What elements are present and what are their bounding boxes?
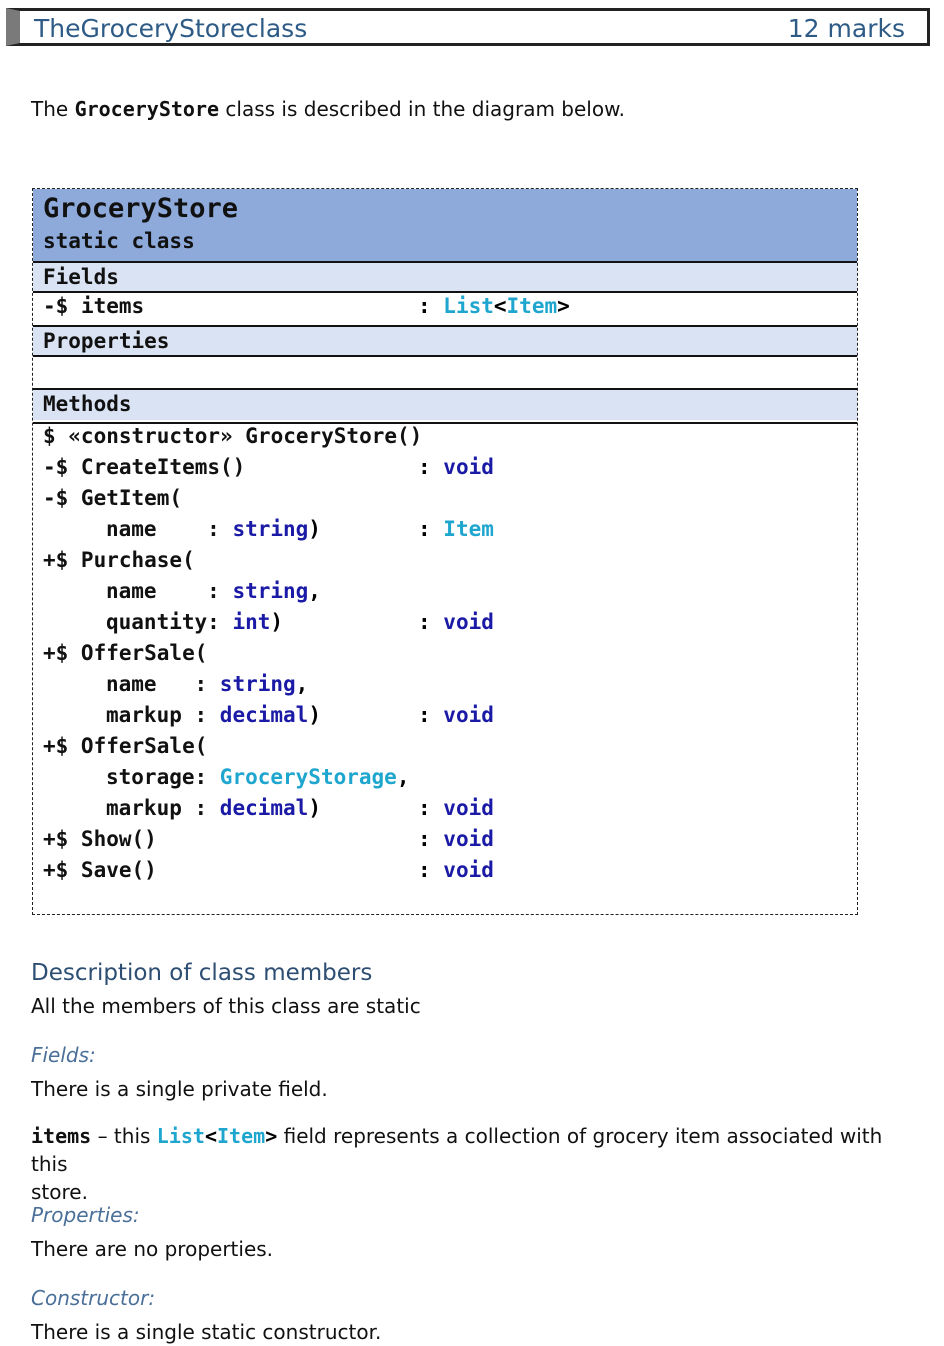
uml-properties-label: Properties <box>43 329 170 353</box>
uml-method-getitem: -$ GetItem( <box>43 486 183 510</box>
uml-method-offersale-storage: +$ OfferSale( <box>43 734 208 758</box>
description-heading: Description of class members <box>31 960 373 986</box>
intro-class-name: GroceryStore <box>74 97 220 121</box>
intro-pre: The <box>31 97 75 121</box>
uml-param: name : string, <box>106 579 321 603</box>
uml-title-block <box>33 189 857 261</box>
uml-return-type: : Item <box>418 517 494 541</box>
all-static-text: All the members of this class are static <box>31 994 421 1018</box>
uml-fields-section <box>33 261 857 293</box>
uml-properties-section <box>33 325 857 357</box>
uml-methods-section <box>33 388 857 420</box>
uml-param: markup : decimal) <box>106 703 321 727</box>
fields-text: There is a single private field. <box>31 1077 328 1101</box>
marks-label: 12 marks <box>787 14 905 43</box>
uml-method-constructor: $ «constructor» GroceryStore() <box>43 424 423 448</box>
uml-param: storage: GroceryStorage, <box>106 765 410 789</box>
uml-return-type: : void <box>418 827 494 851</box>
constructor-heading: Constructor: <box>31 1286 156 1310</box>
items-description: items – this List<Item> field represents a collection of grocery item associated with this store. <box>31 1124 883 1204</box>
uml-param: name : string, <box>106 672 309 696</box>
uml-method-save: +$ Save() <box>43 858 157 882</box>
section-header <box>6 8 930 46</box>
properties-heading: Properties: <box>31 1203 140 1227</box>
uml-methods-list <box>33 422 857 914</box>
section-title: TheGroceryStoreclass <box>34 14 308 43</box>
uml-param: name : string) <box>106 517 321 541</box>
constructor-text: There is a single static constructor. <box>31 1320 382 1344</box>
uml-method-purchase: +$ Purchase( <box>43 548 195 572</box>
uml-method-show: +$ Show() <box>43 827 157 851</box>
uml-fields-label: Fields <box>43 265 119 289</box>
uml-param: quantity: int) <box>106 610 284 634</box>
uml-return-type: : void <box>418 455 494 479</box>
intro-paragraph <box>31 95 625 123</box>
uml-method-createitems: -$ CreateItems() <box>43 455 246 479</box>
uml-stereotype: static class <box>43 229 195 253</box>
uml-return-type: : void <box>418 858 494 882</box>
uml-return-type: : void <box>418 796 494 820</box>
uml-return-type: : void <box>418 610 494 634</box>
uml-methods-label: Methods <box>43 392 132 416</box>
uml-param: markup : decimal) <box>106 796 321 820</box>
uml-class-diagram <box>32 188 858 915</box>
uml-method-offersale: +$ OfferSale( <box>43 641 208 665</box>
intro-post: class is described in the diagram below. <box>219 97 625 121</box>
properties-text: There are no properties. <box>31 1237 274 1261</box>
uml-return-type: : void <box>418 703 494 727</box>
uml-field-items: -$ items <box>43 294 145 318</box>
fields-heading: Fields: <box>31 1043 96 1067</box>
uml-class-name: GroceryStore <box>43 193 239 224</box>
uml-field-items-type: : List<Item> <box>418 294 570 318</box>
